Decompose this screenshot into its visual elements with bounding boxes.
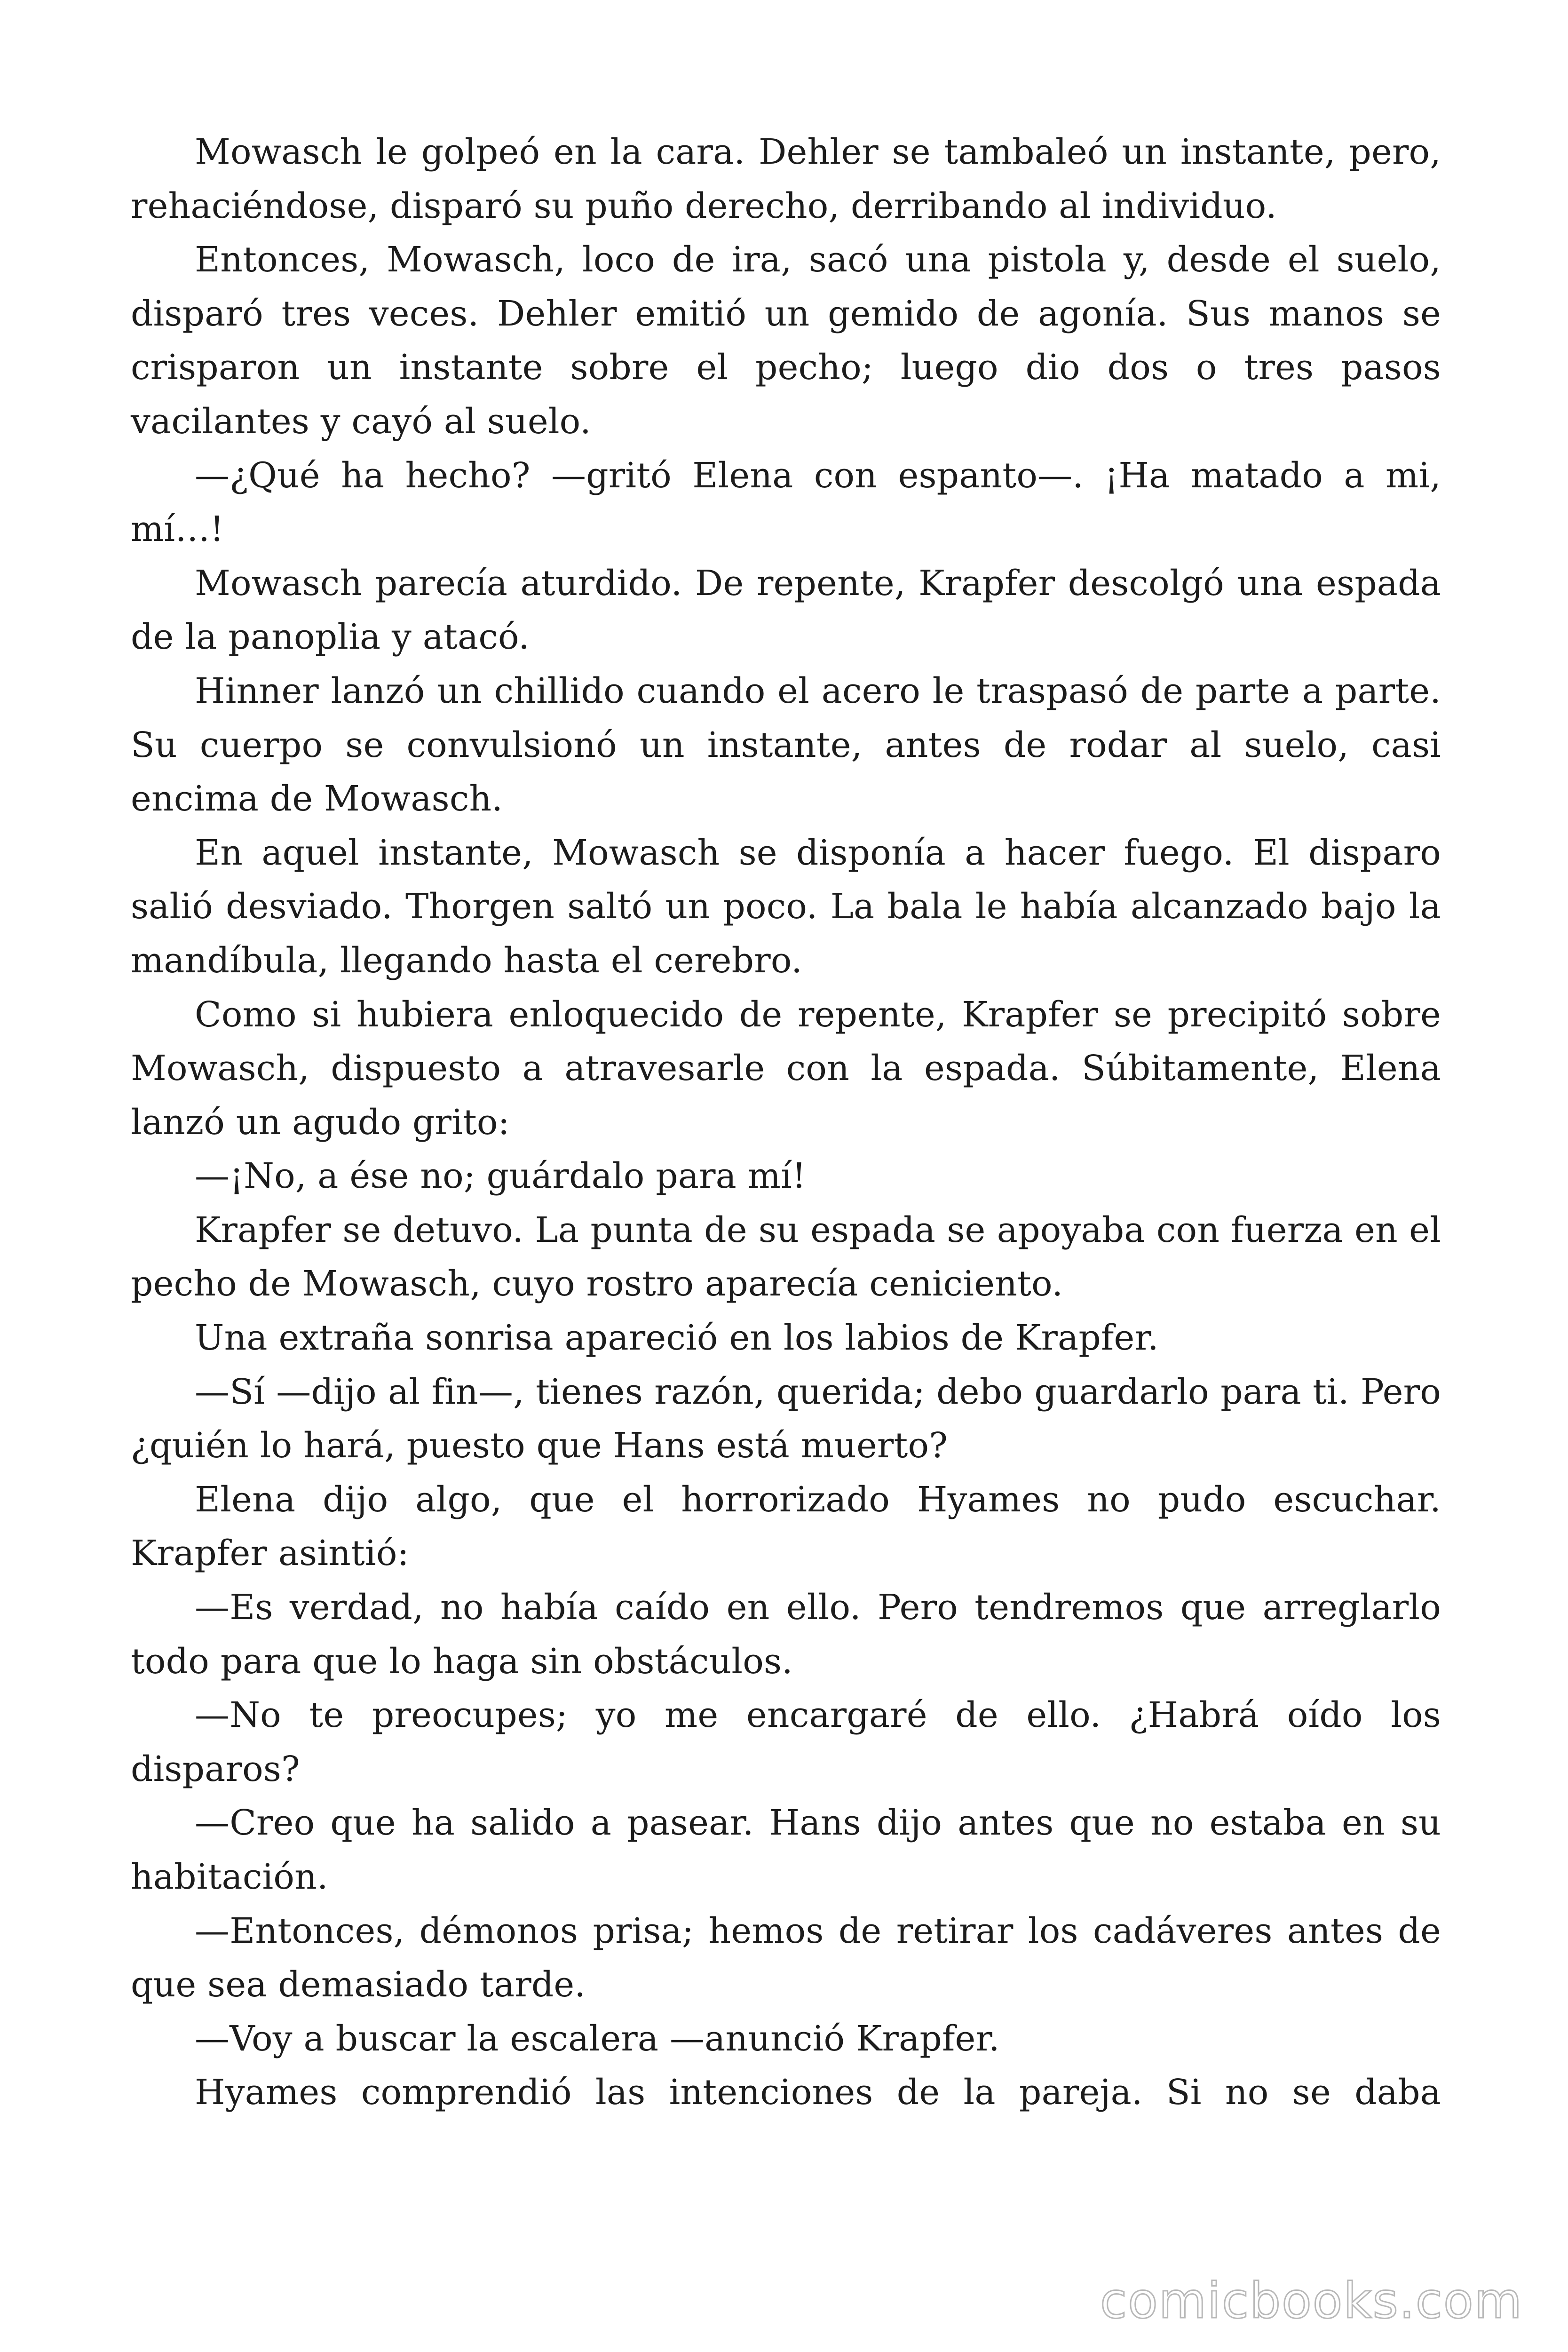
- paragraph: Una extraña sonrisa apareció en los labios de Krapfer.: [195, 1318, 1159, 1359]
- paragraph: —No te preocupes; yo me encargaré de ello. ¿Habrá oído los disparos?: [131, 1695, 1441, 1789]
- paragraph: Como si hubiera enloquecido de repente, Krapfer se precipitó sobre Mowasch, dispuesto a atravesarle con la espada. Súbitamente, Elena lanzó un agudo grito:: [131, 994, 1441, 1143]
- paragraph: Krapfer se detuvo. La punta de su espada se apoyaba con fuerza en el pecho de Mowasch, cuyo rostro aparecía ceniciento.: [131, 1209, 1441, 1304]
- paragraph: Elena dijo algo, que el horrorizado Hyames no pudo escuchar. Krapfer asintió:: [131, 1479, 1441, 1574]
- paragraph: —Entonces, démonos prisa; hemos de retirar los cadáveres antes de que sea demasiado tarde.: [131, 1910, 1441, 2005]
- paragraph: —Creo que ha salido a pasear. Hans dijo antes que no estaba en su habitación.: [131, 1803, 1441, 1897]
- paragraph: Mowasch le golpeó en la cara. Dehler se tambaleó un instante, pero, rehaciéndose, disparó su puño derecho, derribando al individuo.: [131, 132, 1441, 226]
- paragraph: —Voy a buscar la escalera —anunció Krapfer.: [195, 2018, 1000, 2059]
- paragraph: Mowasch parecía aturdido. De repente, Krapfer descolgó una espada de la panoplia y atacó.: [131, 563, 1441, 658]
- paragraph: En aquel instante, Mowasch se disponía a hacer fuego. El disparo salió desviado. Thorgen saltó un poco. La bala le había alcanzado bajo la mandíbula, llegando hasta el cerebro.: [131, 832, 1441, 981]
- paragraph: —Es verdad, no había caído en ello. Pero tendremos que arreglarlo todo para que lo haga sin obstáculos.: [131, 1587, 1441, 1682]
- paragraph: —Sí —dijo al fin—, tienes razón, querida; debo guardarlo para ti. Pero ¿quién lo hará, puesto que Hans está muerto?: [131, 1371, 1441, 1466]
- paragraph: Hyames comprendió las intenciones de la pareja. Si no se daba: [195, 2072, 1441, 2113]
- paragraph: —¿Qué ha hecho? —gritó Elena con espanto—. ¡Ha matado a mi, mí…!: [131, 455, 1441, 550]
- paragraph: Entonces, Mowasch, loco de ira, sacó una pistola y, desde el suelo, disparó tres veces. Dehler emitió un gemido de agonía. Sus manos se crisparon un instante sobre el pecho; luego dio dos o tres pasos vacilantes y cayó al suelo.: [131, 239, 1441, 442]
- paragraph: Hinner lanzó un chillido cuando el acero le traspasó de parte a parte. Su cuerpo se convulsionó un instante, antes de rodar al suelo, casi encima de Mowasch.: [131, 670, 1441, 819]
- body-text: [131, 125, 1441, 2120]
- watermark: comicbooks.com: [1100, 2272, 1523, 2329]
- paragraph: —¡No, a ése no; guárdalo para mí!: [195, 1156, 806, 1197]
